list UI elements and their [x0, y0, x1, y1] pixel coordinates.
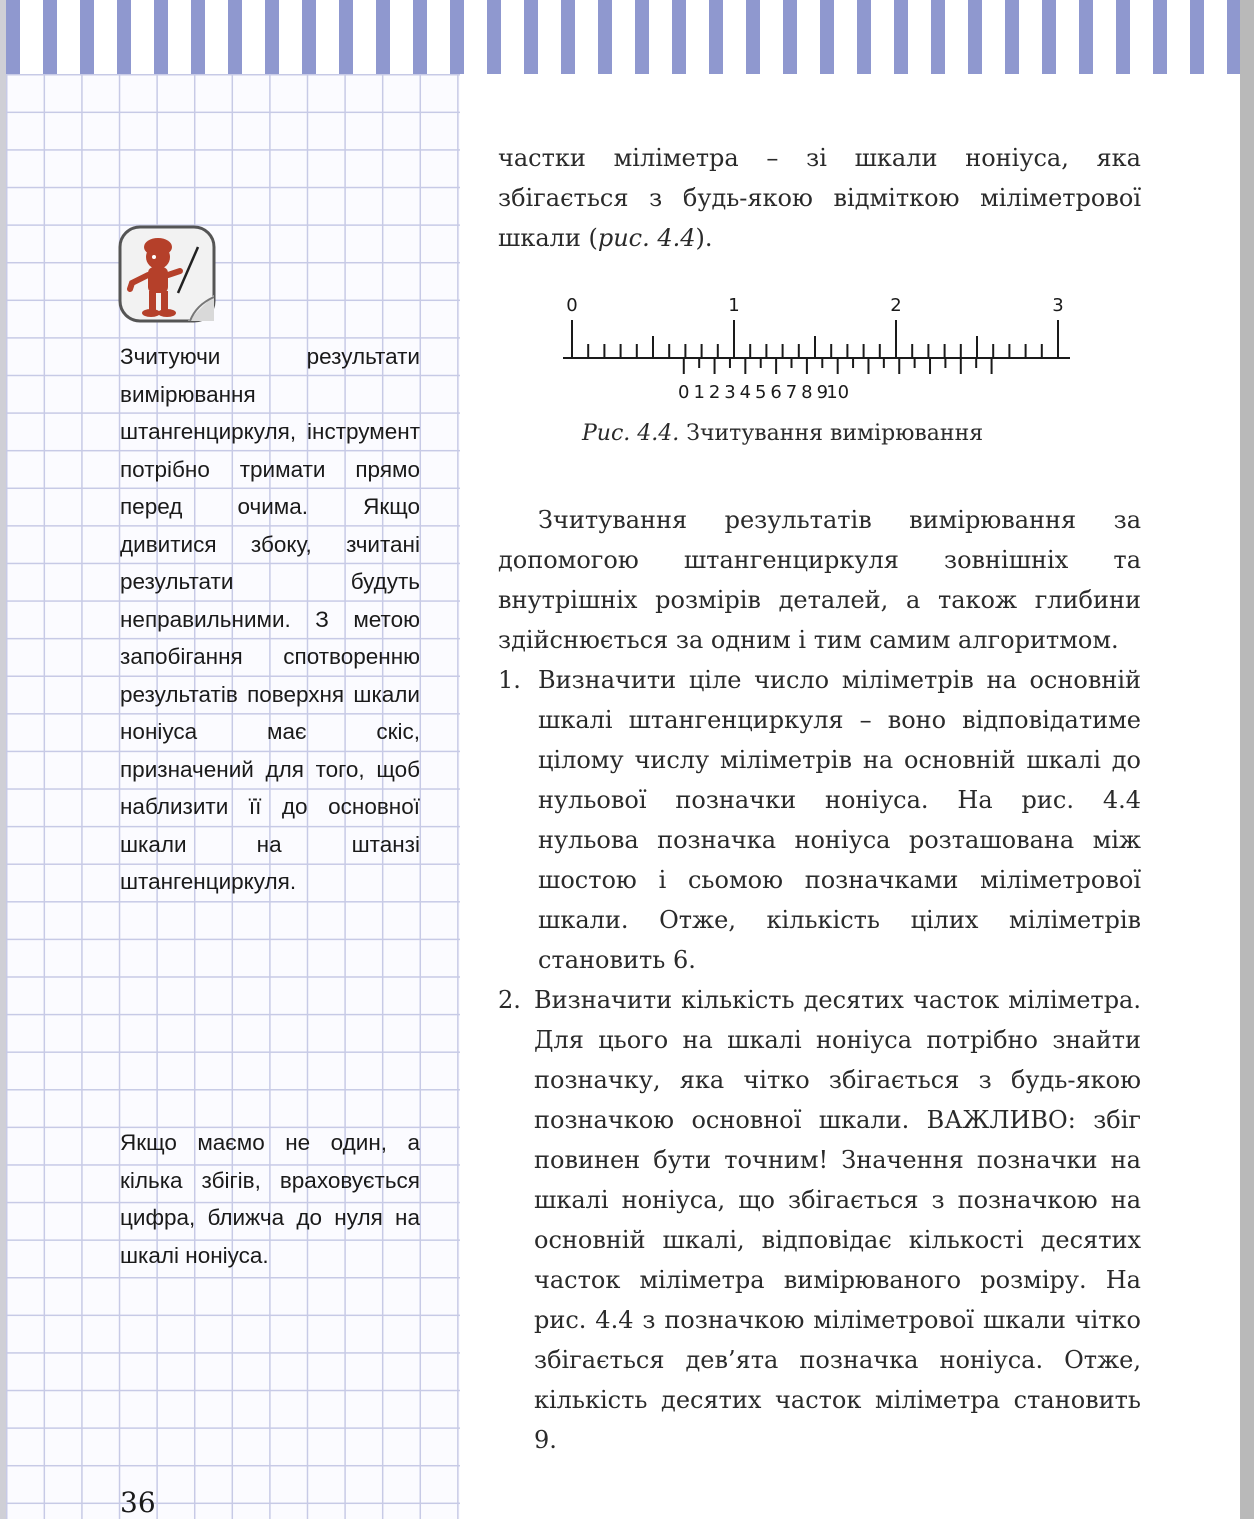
- main-scale-label: 3: [1052, 295, 1064, 316]
- side-note-reading-tip: Зчитуючи результати вимірювання штангенциркуля, інструмент потрібно тримати прямо перед очима. Якщо дивитися збоку, зчитані результати будуть неправильними. З метою запобігання спотворенню результатів поверхня шкали ноніуса має скіс, призначений для того, щоб наблизити її до основної шкали на штанзі штангенциркуля.: [120, 344, 420, 894]
- intro-text: частки міліметра – зі шкали ноніуса, яка збігається з будь-якою відміткою міліметрової шкали (: [498, 144, 1141, 252]
- list-item: [498, 660, 1141, 980]
- page-number: 36: [120, 1486, 156, 1519]
- reading-paragraph: Зчитування результатів вимірювання за допомогою штангенциркуля зовнішніх та внутрішніх розмірів деталей, а також глибини здійснюється за одним і тим самим алгоритмом.: [498, 506, 1141, 654]
- main-scale: [563, 295, 1070, 358]
- list-item-number: 2.: [498, 986, 521, 1014]
- vernier-scale-label: 6: [770, 382, 782, 403]
- list-item-text: Визначити ціле число міліметрів на основній шкалі штангенциркуля – воно відповідатиме цілому числу міліметрів на основній шкалі до нульової позначки ноніуса. На рис. 4.4 нульова позначка ноніуса розташована між шостою і сьомою позначками міліметрової шкали. Отже, кількість цілих міліметрів становить 6.: [538, 666, 1141, 974]
- main-scale-label: 2: [890, 295, 902, 316]
- figure-caption-text: Зчитування вимірювання: [679, 421, 984, 446]
- intro-end: ).: [695, 224, 713, 252]
- intro-paragraph: [498, 138, 1141, 258]
- list-item: [498, 980, 1141, 1460]
- vernier-scale: [678, 358, 992, 403]
- vernier-scale-label: 3: [724, 382, 736, 403]
- list-item-text: Визначити кількість десятих часток міліметра. Для цього на шкалі ноніуса потрібно знайти позначку, яка чітко збігається з будь-якою позначкою основної шкали. ВАЖЛИВО: збіг повинен бути точним! Значення позначки на шкалі ноніуса, що збігається з позначкою на основній шкалі, відповідає кількості десятих часток міліметра вимірюваного розміру. На рис. 4.4 з позначкою міліметрової шкали чітко збігається дев’ята позначка ноніуса. Отже, кількість десятих часток міліметра становить 9.: [534, 986, 1141, 1454]
- vernier-scale-label: 2: [708, 382, 721, 403]
- vernier-scale-figure: [555, 290, 1085, 410]
- main-scale-label: 1: [728, 295, 740, 316]
- vernier-scale-label: 9: [816, 382, 829, 403]
- page-right-edge: [1240, 0, 1254, 1519]
- teacher-with-pointer-icon: [118, 225, 218, 325]
- vernier-scale-label: 0: [678, 382, 690, 403]
- side-note-multiple-matches: Якщо маємо не один, а кілька збігів, враховується цифра, ближча до нуля на шкалі ноніуса.: [120, 1130, 420, 1268]
- vernier-scale-label: 4: [739, 382, 752, 403]
- vernier-scale-label: 5: [755, 382, 767, 403]
- main-scale-label: 0: [566, 295, 578, 316]
- top-stripe-decoration: [6, 0, 1240, 74]
- vernier-scale-label: 10: [826, 382, 850, 403]
- list-item-number: 1.: [498, 666, 521, 694]
- vernier-scale-label: 1: [693, 382, 705, 403]
- vernier-scale-label: 8: [801, 382, 813, 403]
- figure-caption: [582, 421, 983, 446]
- figure-reference: рис. 4.4: [597, 224, 696, 252]
- vernier-scale-label: 7: [785, 382, 798, 403]
- figure-caption-ref: Рис. 4.4.: [582, 421, 680, 446]
